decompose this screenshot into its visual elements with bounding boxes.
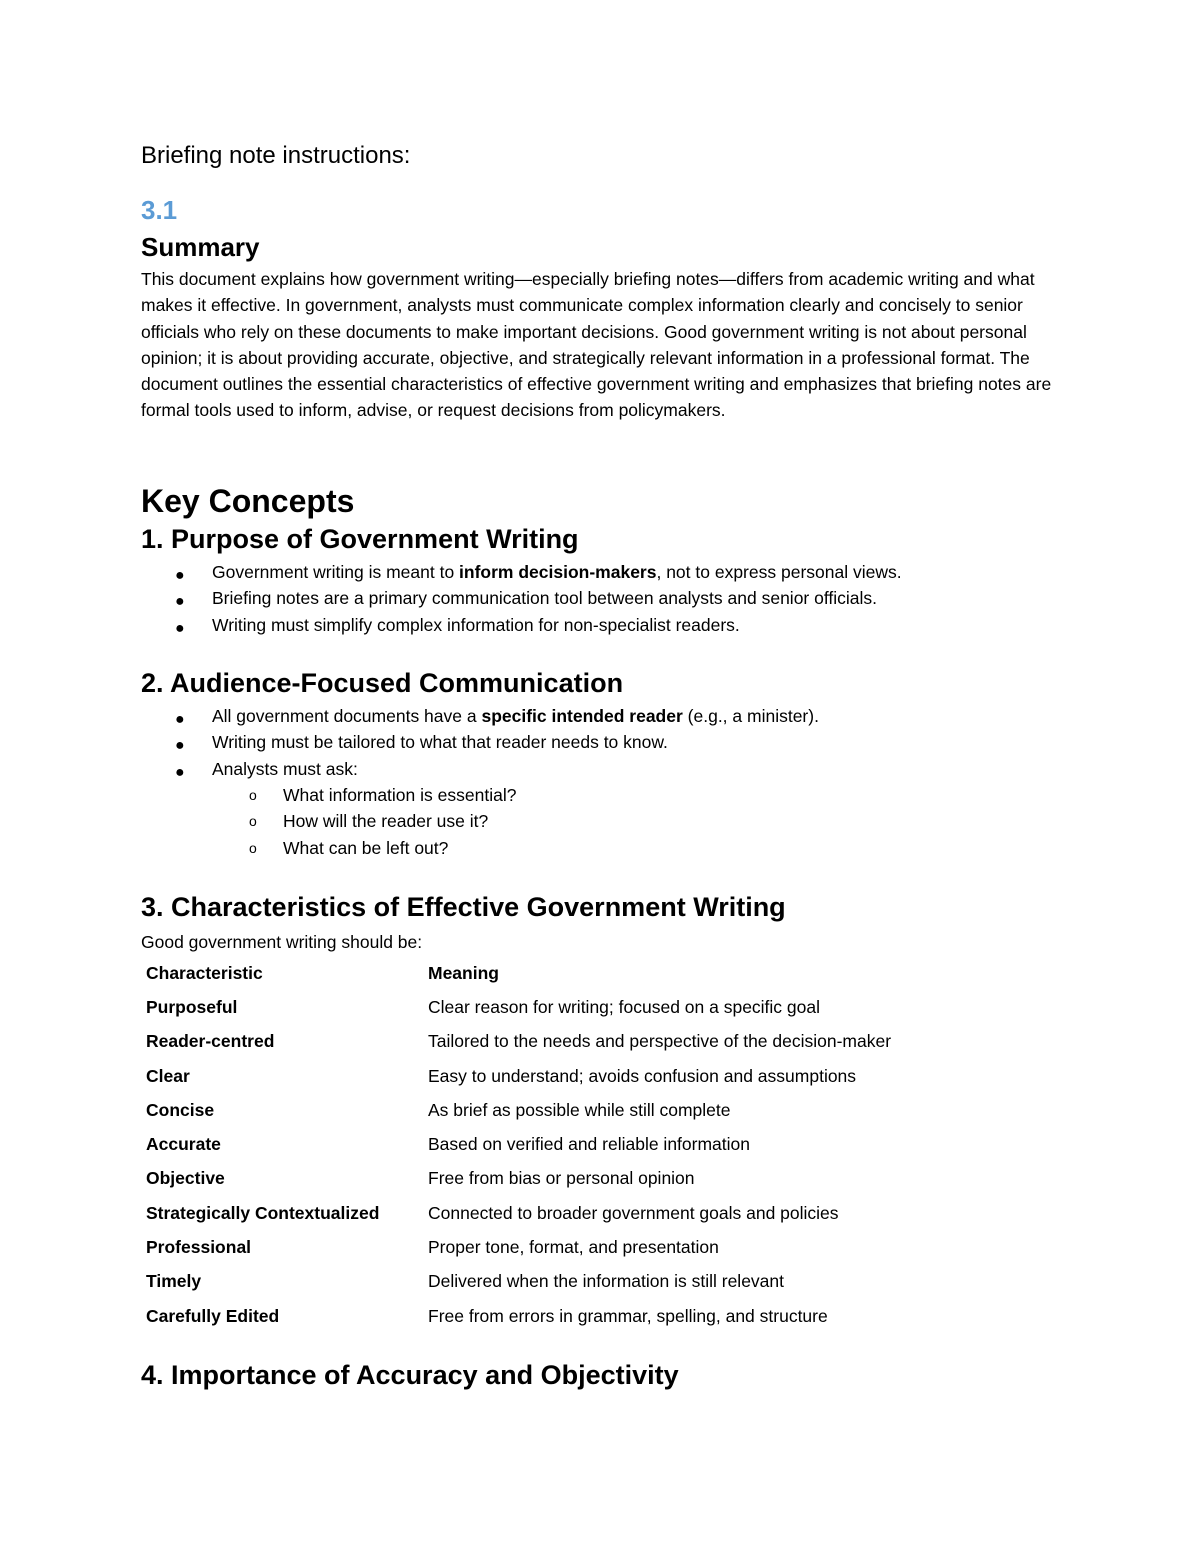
table-row — [141, 1162, 1028, 1196]
bullet-icon: ● — [175, 737, 185, 755]
list-item: ● Writing must simplify complex information for non-specialist readers. — [141, 612, 1041, 638]
table-cell: Proper tone, format, and presentation — [428, 1237, 719, 1258]
list-item: ● Writing must be tailored to what that reader needs to know. — [141, 729, 1041, 755]
table-cell: Professional — [146, 1237, 252, 1258]
table-row — [141, 990, 1028, 1024]
circle-bullet-icon: o — [249, 813, 257, 830]
section-1-list — [141, 559, 1041, 638]
key-concepts-heading: Key Concepts — [141, 483, 355, 519]
section-2-list — [141, 703, 1041, 782]
table-cell: Connected to broader government goals and policies — [428, 1202, 839, 1223]
table-header-cell: Meaning — [428, 962, 499, 983]
list-item: ● Government writing is meant to inform decision-makers, not to express personal views. — [141, 559, 1041, 585]
summary-heading: Summary — [141, 232, 260, 262]
table-cell: Clear — [146, 1065, 190, 1086]
bullet-icon: ● — [175, 711, 185, 728]
section-3-heading: 3. Characteristics of Effective Government Writing — [141, 892, 786, 922]
table-header-row — [141, 956, 1028, 990]
table-cell: Objective — [146, 1168, 225, 1189]
section-3-intro: Good government writing should be: — [141, 932, 423, 952]
table-row — [141, 1230, 1028, 1264]
table-cell: Timely — [146, 1271, 202, 1292]
bullet-icon: ● — [175, 567, 185, 584]
section-1-heading: 1. Purpose of Government Writing — [141, 524, 579, 554]
characteristics-table — [141, 956, 1028, 1333]
list-item: ● Briefing notes are a primary communication tool between analysts and senior officials. — [141, 585, 1041, 611]
bullet-icon: ● — [175, 763, 185, 781]
table-row — [141, 1265, 1028, 1299]
bullet-icon: ● — [175, 593, 185, 611]
list-item: ● Analysts must ask: — [141, 756, 1041, 782]
list-item: ● All government documents have a specific intended reader (e.g., a minister). — [141, 703, 1041, 729]
table-row — [141, 1127, 1028, 1161]
table-cell: Free from bias or personal opinion — [428, 1168, 695, 1189]
table-row — [141, 1196, 1028, 1230]
table-cell: Based on verified and reliable information — [428, 1134, 750, 1155]
table-header-cell: Characteristic — [146, 962, 263, 983]
section-4-heading: 4. Importance of Accuracy and Objectivity — [141, 1360, 679, 1390]
list-item: o How will the reader use it? — [141, 808, 1041, 834]
circle-bullet-icon: o — [249, 839, 257, 856]
table-cell: Purposeful — [146, 996, 238, 1017]
table-row — [141, 1059, 1028, 1093]
table-cell: Clear reason for writing; focused on a specific goal — [428, 996, 821, 1017]
table-row — [141, 1299, 1028, 1333]
table-cell: Carefully Edited — [146, 1305, 280, 1326]
section-2-heading: 2. Audience-Focused Communication — [141, 668, 624, 698]
table-cell: Accurate — [146, 1134, 221, 1155]
table-cell: Free from errors in grammar, spelling, and structure — [428, 1305, 828, 1326]
intro-line: Briefing note instructions: — [141, 142, 411, 169]
table-row — [141, 1025, 1028, 1059]
table-cell: Reader-centred — [146, 1031, 275, 1052]
table-cell: Easy to understand; avoids confusion and assumptions — [428, 1065, 857, 1086]
summary-paragraph: This document explains how government writing—especially briefing notes—differs from academic writing and what makes it effective. In government, analysts must communicate complex information clearly and concisely to senior officials who rely on these documents to make important decisions. Good government writing is not about personal opinion; it is about providing accurate, objective, and strategically relevant information in a professional format. The document outlines the essential characteristics of effective government writing and emphasizes that briefing notes are formal tools used to inform, advise, or request decisions from policymakers. — [141, 269, 1052, 421]
table-row — [141, 1093, 1028, 1127]
table-cell: Strategically Contextualized — [146, 1202, 380, 1223]
list-item: o What information is essential? — [141, 782, 1041, 808]
table-cell: Concise — [146, 1099, 215, 1120]
table-cell: As brief as possible while still complete — [428, 1099, 731, 1120]
bullet-icon: ● — [175, 619, 185, 637]
section-2-sublist — [141, 782, 1041, 861]
circle-bullet-icon: o — [249, 787, 257, 803]
table-cell: Tailored to the needs and perspective of the decision-maker — [428, 1031, 892, 1052]
section-number: 3.1 — [141, 195, 178, 225]
table-cell: Delivered when the information is still relevant — [428, 1271, 784, 1292]
list-item: o What can be left out? — [141, 835, 1041, 861]
